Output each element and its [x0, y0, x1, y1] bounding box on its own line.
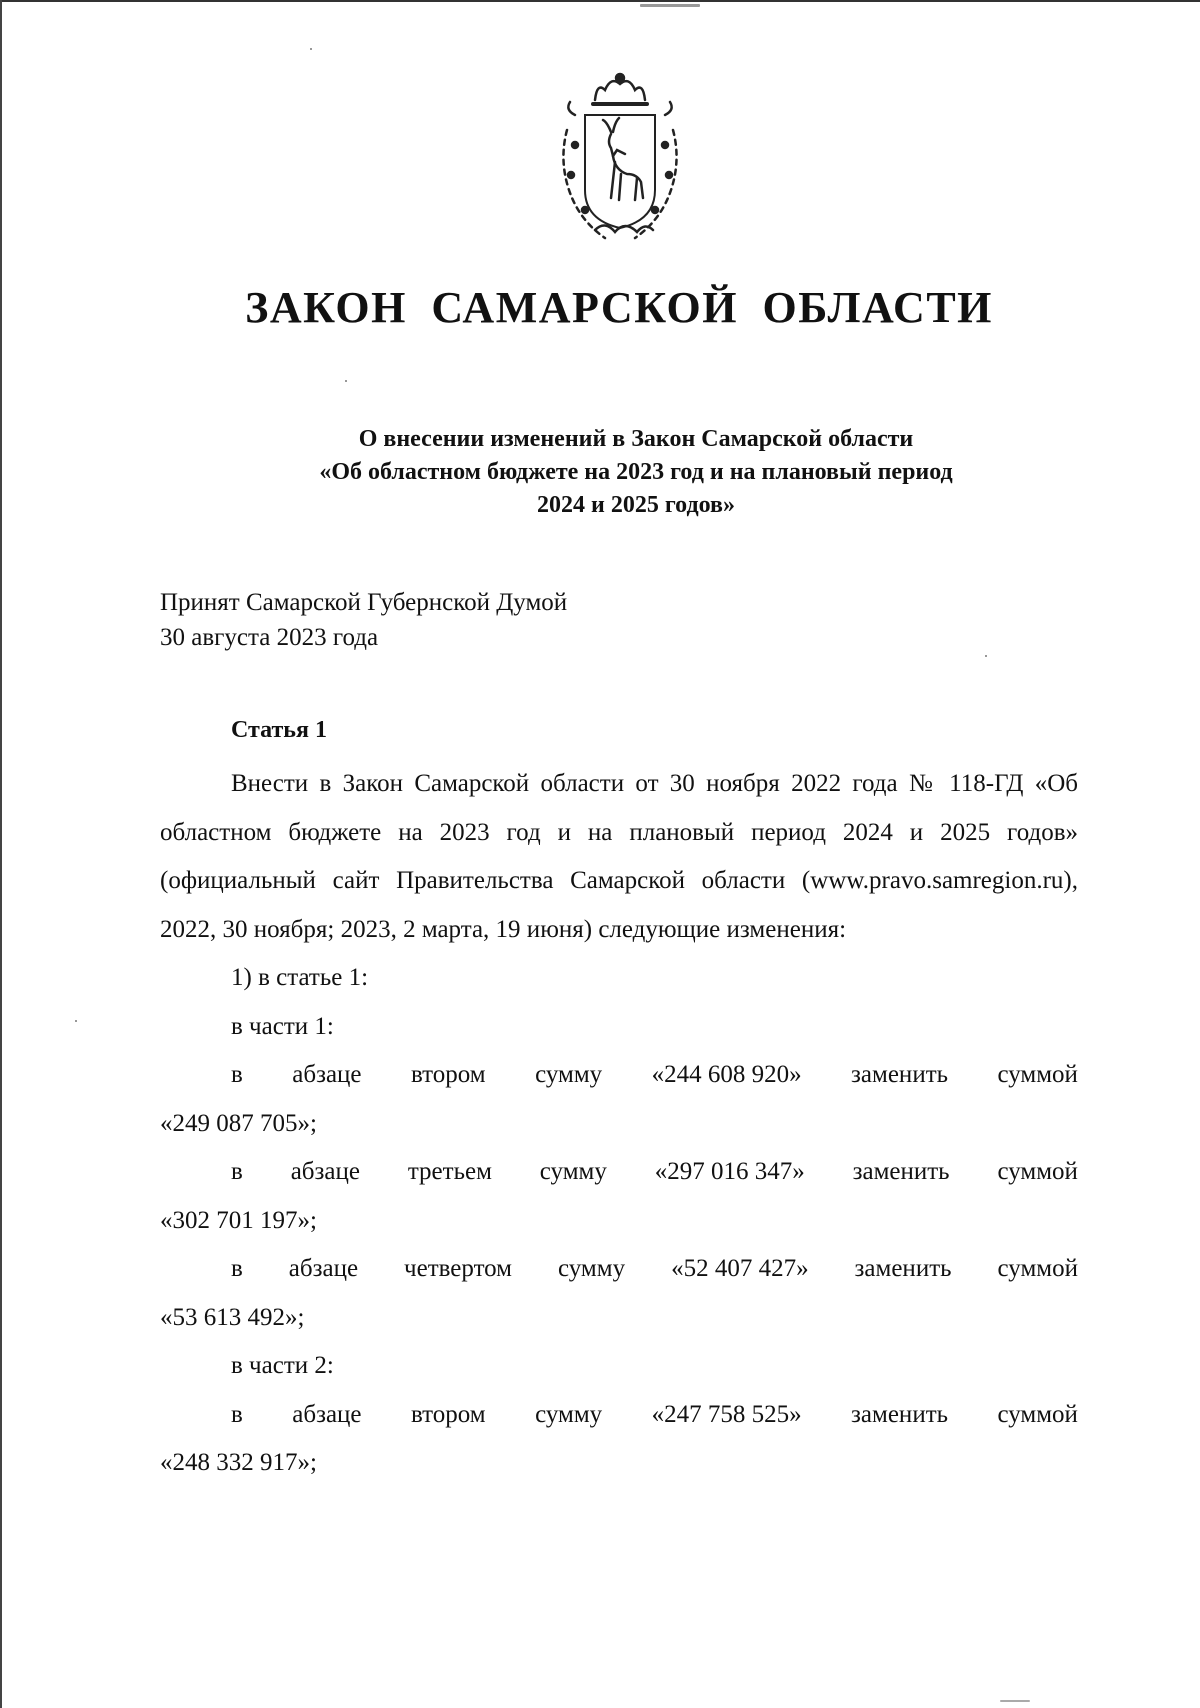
article-intro: Внести в Закон Самарской области от 30 ноября 2022 года № 118-ГД «Об областном бюджете на 2023 год и на плановый период 2024 и 2025 годов» (официальный сайт Правительства Самарской области (www.pravo.samregion.ru), 2022, 30 ноября; 2023, 2 марта, 19 июня) следующие изменения:: [160, 770, 1078, 943]
word: заменить: [851, 1400, 949, 1428]
word: четвертом: [404, 1255, 513, 1282]
list-item: в части 2:: [231, 1352, 334, 1379]
word: сумму: [535, 1400, 603, 1428]
word: суммой: [997, 1061, 1078, 1088]
word: в: [231, 1255, 243, 1282]
adoption-date: 30 августа 2023 года: [160, 624, 379, 651]
word: сумму: [539, 1158, 607, 1185]
scan-speck: [75, 1020, 77, 1022]
word: втором: [410, 1061, 486, 1088]
old-amount: «52 407 427»: [671, 1255, 809, 1282]
scan-left-edge: [0, 0, 2, 1708]
word: заменить: [851, 1061, 949, 1088]
scan-speck: [1000, 1700, 1030, 1702]
amendment: [160, 1391, 1078, 1488]
old-amount: «244 608 920»: [651, 1061, 802, 1088]
word: в: [231, 1061, 243, 1088]
amendment-line: [160, 1391, 1078, 1440]
subtitle-line: 2024 и 2025 годов»: [537, 492, 735, 518]
amendment-line: [160, 1051, 1078, 1100]
word: в: [231, 1400, 243, 1428]
new-amount: «302 701 197»;: [160, 1206, 317, 1234]
amendment: [160, 1148, 1078, 1245]
word: абзаце: [290, 1158, 360, 1185]
word: сумму: [535, 1061, 603, 1088]
document-subtitle: [200, 423, 1072, 522]
word: суммой: [997, 1255, 1078, 1282]
word: третьем: [407, 1158, 492, 1185]
list-item: в части 1:: [231, 1012, 334, 1040]
word: абзаце: [288, 1255, 359, 1282]
scan-speck: [310, 48, 312, 50]
article-body: [160, 760, 1078, 1488]
word: суммой: [997, 1158, 1078, 1185]
document-title: ЗАКОН САМАРСКОЙ ОБЛАСТИ: [245, 283, 993, 332]
word: абзаце: [292, 1400, 362, 1428]
scan-top-edge: [0, 0, 1200, 2]
article-heading: Статья 1: [231, 717, 327, 743]
word: суммой: [997, 1400, 1078, 1428]
word: заменить: [852, 1158, 950, 1185]
word: абзаце: [292, 1061, 362, 1088]
coat-of-arms-icon: [545, 70, 695, 245]
amendment: [160, 1245, 1078, 1342]
amendment-line: [160, 1148, 1078, 1197]
new-amount: «249 087 705»;: [160, 1109, 317, 1137]
word: заменить: [854, 1255, 952, 1282]
amendment-line: [160, 1245, 1078, 1294]
word: втором: [410, 1400, 486, 1428]
scan-speck: [985, 655, 987, 657]
subtitle-line: «Об областном бюджете на 2023 год и на плановый период: [319, 459, 953, 485]
adopted-by: Принят Самарской Губернской Думой: [160, 589, 568, 616]
old-amount: «247 758 525»: [651, 1400, 802, 1428]
scan-speck: [345, 380, 347, 382]
scan-speck: [640, 4, 700, 7]
new-amount: «53 613 492»;: [160, 1303, 305, 1331]
word: сумму: [558, 1255, 626, 1282]
amendment: [160, 1051, 1078, 1148]
old-amount: «297 016 347»: [654, 1158, 805, 1185]
new-amount: «248 332 917»;: [160, 1449, 317, 1476]
adoption-note: [160, 585, 567, 655]
subtitle-line: О внесении изменений в Закон Самарской области: [358, 426, 914, 452]
word: в: [231, 1158, 243, 1185]
list-item: 1) в статье 1:: [231, 964, 369, 991]
